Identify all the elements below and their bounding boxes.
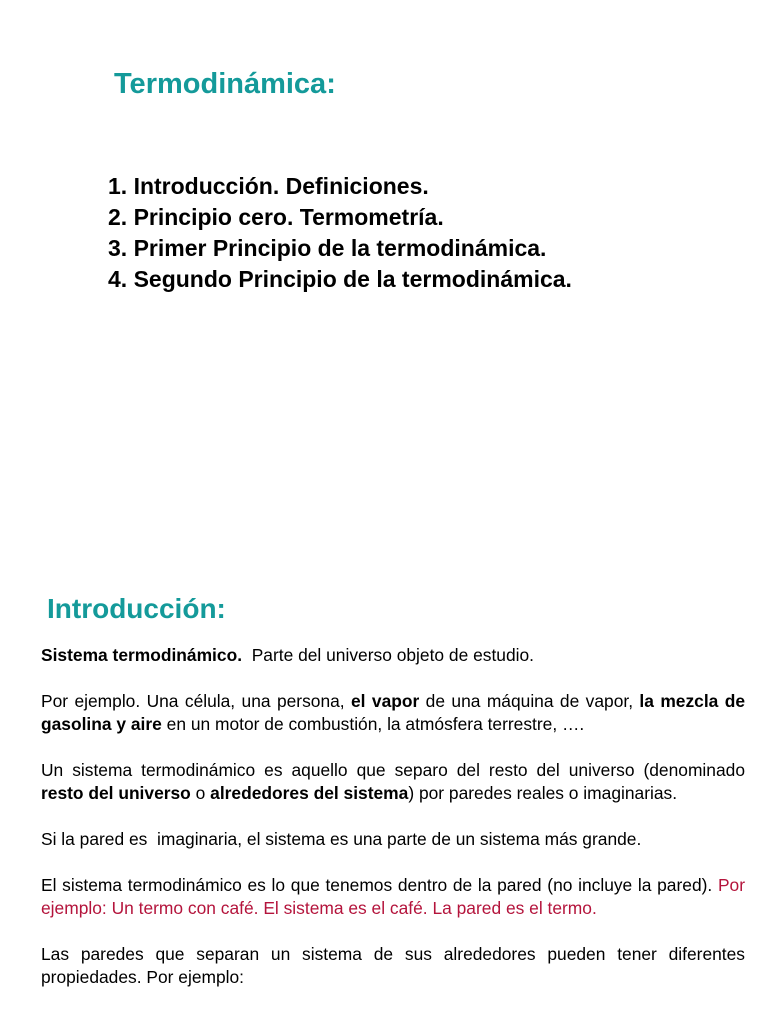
term-alrededores-del-sistema: alrededores del sistema (210, 783, 409, 803)
term-sistema-termodinamico: Sistema termodinámico. (41, 645, 243, 665)
text-segment: ) por paredes reales o imaginarias. (408, 783, 678, 803)
text-segment: El sistema termodinámico es lo que tenemos dentro de la pared (no incluye la pared). (41, 875, 718, 895)
text-segment: Por ejemplo. Una célula, una persona, (41, 691, 352, 711)
text-segment: Un sistema termodinámico es aquello que separo del resto del universo (denominado (41, 760, 745, 780)
paragraph-imaginary-wall: Si la pared es imaginaria, el sistema es una parte de un sistema más grande. (41, 829, 642, 849)
paragraph-thermos-example (41, 874, 745, 920)
slide-title-introduccion: Introducción: (47, 593, 226, 624)
paragraph-definition (41, 644, 745, 667)
paragraph-wall-properties: Las paredes que separan un sistema de sus alrededores pueden tener diferentes propiedades. Por ejemplo: (41, 944, 745, 987)
slide-title-termodinamica: Termodinámica: (114, 68, 336, 100)
toc-item-introduccion: 1. Introducción. Definiciones. (108, 173, 429, 199)
term-resto-del-universo: resto del universo (41, 783, 191, 803)
toc-item-principio-cero: 2. Principio cero. Termometría. (108, 204, 444, 230)
introduction-body (41, 644, 745, 1012)
definition-text: Parte del universo objeto de estudio. (242, 645, 534, 665)
toc-item-primer-principio: 3. Primer Principio de la termodinámica. (108, 235, 547, 261)
example-red-text: Por ejemplo: Un termo con café. El sistema es el café. La pared es el termo. (41, 875, 745, 918)
toc-item-segundo-principio: 4. Segundo Principio de la termodinámica. (108, 266, 572, 292)
term-mezcla-gasolina-aire: la mezcla de gasolina y aire (41, 691, 746, 734)
text-segment: de una máquina de vapor, (419, 691, 640, 711)
paragraph-examples (41, 690, 745, 736)
term-el-vapor: el vapor (351, 691, 420, 711)
table-of-contents (108, 171, 572, 295)
paragraph-walls (41, 759, 745, 805)
text-segment: o (190, 783, 211, 803)
text-segment: en un motor de combustión, la atmósfera terrestre, …. (161, 714, 585, 734)
